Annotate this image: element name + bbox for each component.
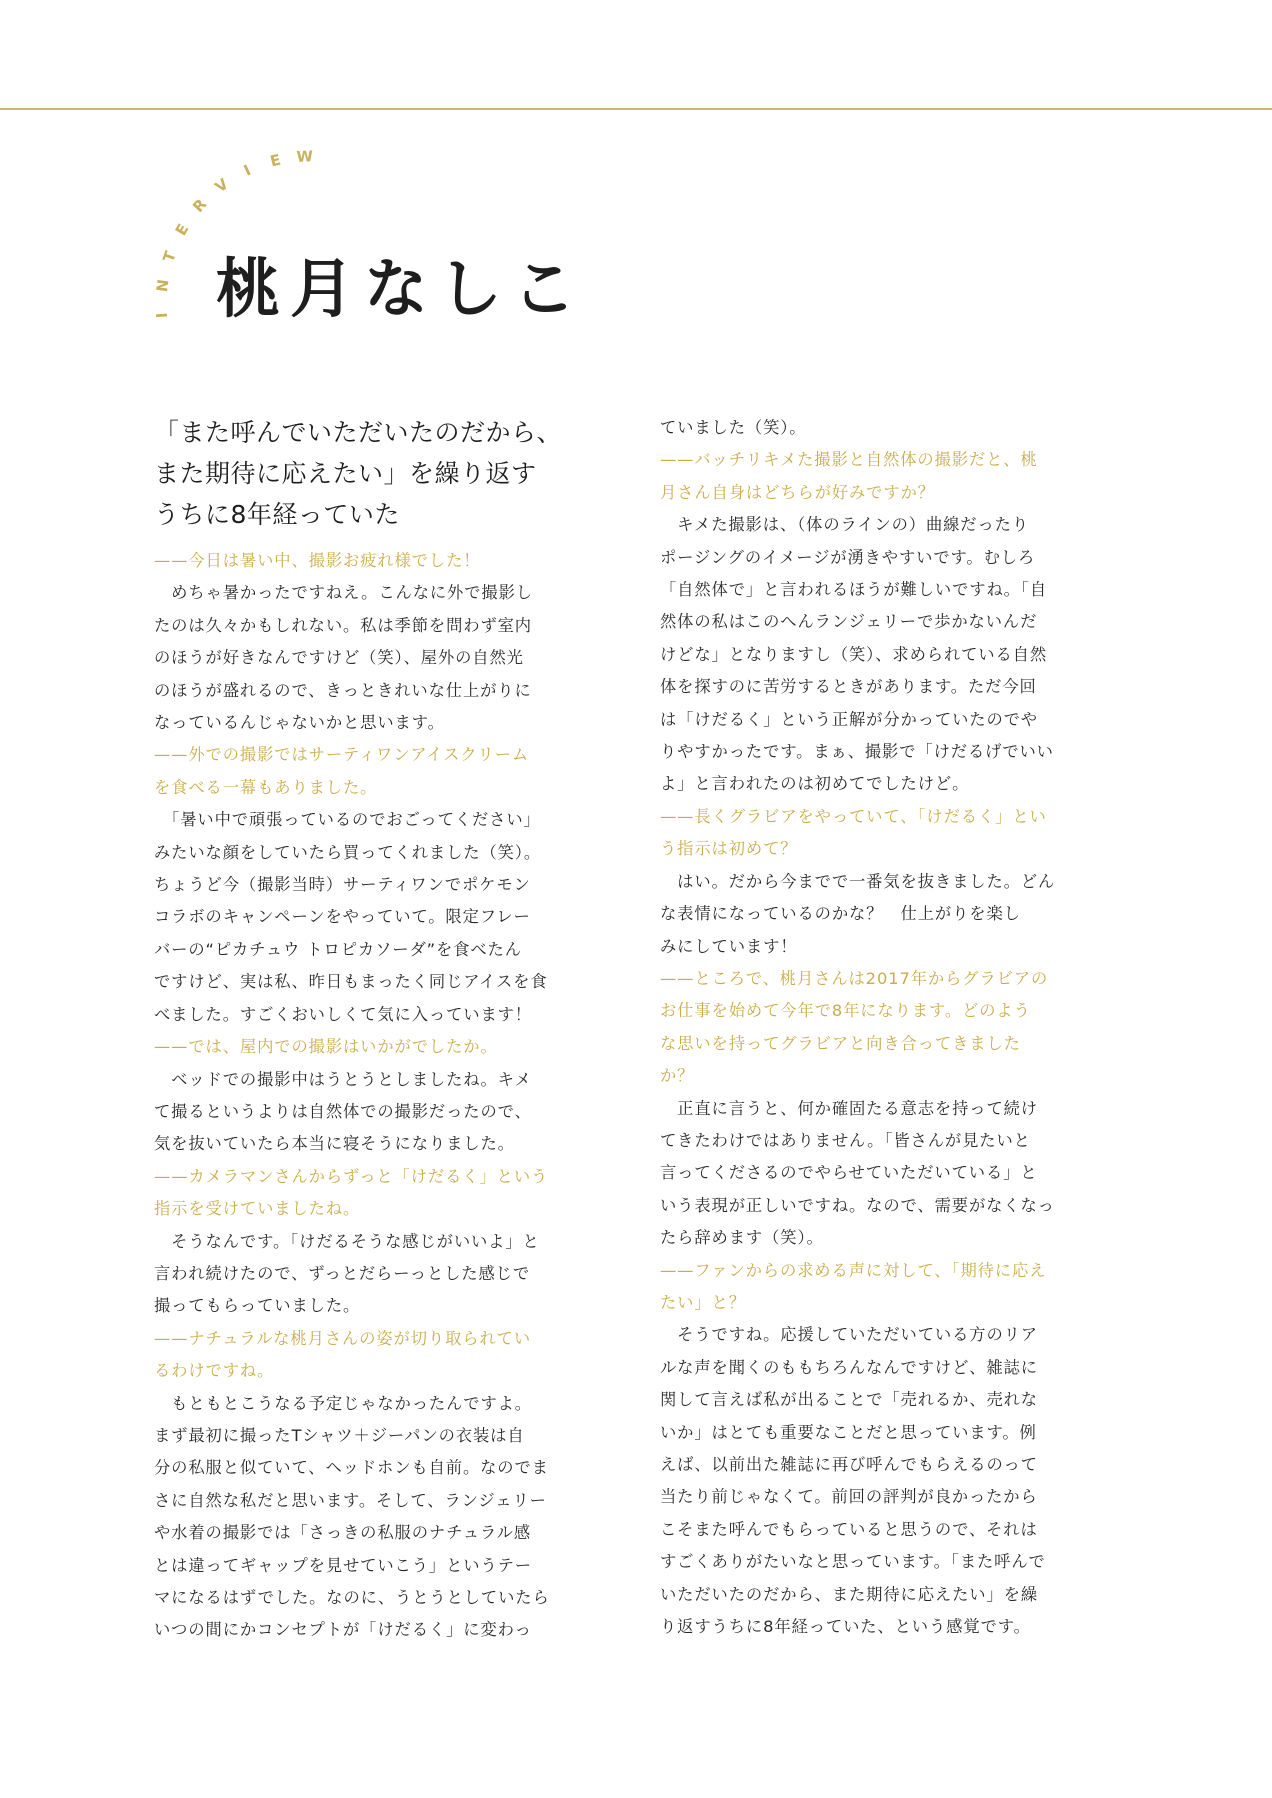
answer-line: ポージングのイメージが湧きやすいです。むしろ xyxy=(660,547,1036,567)
answer-line: たら辞めます（笑）。 xyxy=(660,1228,824,1248)
answer-line: いただいたのだから、また期待に応えたい」を繰 xyxy=(660,1584,1038,1604)
answer-line: コラボのキャンペーンをやっていて。限定フレー xyxy=(154,907,531,927)
answer-block xyxy=(154,577,574,739)
headline-line: 「また呼んでいただいたのだから、 xyxy=(154,418,563,447)
question-block xyxy=(154,1323,574,1388)
answer-block xyxy=(660,509,1080,801)
question-line: お仕事を始めて今年で8年になります。どのよう xyxy=(660,1001,1031,1021)
answer-line: 気を抜いていたら本当に寝そうになりました。 xyxy=(154,1134,515,1154)
answer-line: ていました（笑）。 xyxy=(660,418,807,437)
answer-line: こそまた呼んでもらっていると思うので、それは xyxy=(660,1519,1038,1539)
arc-letter: N xyxy=(153,278,173,294)
arc-letter: E xyxy=(268,150,283,171)
answer-block xyxy=(660,1093,1080,1255)
answer-line: のほうが盛れるので、きっときれいな仕上がりに xyxy=(154,680,532,700)
question-line: ——長くグラビアをやっていて、「けだるく」とい xyxy=(660,806,1047,826)
arc-letter: E xyxy=(171,220,193,239)
question-line: 月さん自身はどちらが好みですか？ xyxy=(660,482,935,502)
answer-line: て撮るというよりは自然体での撮影だったので、 xyxy=(154,1101,532,1121)
answer-block xyxy=(154,1064,574,1161)
answer-block xyxy=(660,866,1080,963)
answer-line: 「暑い中で頑張っているのでおごってください」 xyxy=(154,810,541,830)
answer-line: てきたわけではありません。「皆さんが見たいと xyxy=(660,1130,1031,1150)
question-line: 指示を受けていましたね。 xyxy=(154,1199,361,1219)
answer-line: り返すうちに8年経っていた、という感覚です。 xyxy=(660,1617,1031,1637)
question-block xyxy=(660,1255,1080,1320)
answer-line: いつの間にかコンセプトが「けだるく」に変わっ xyxy=(154,1620,532,1640)
answer-line: とは違ってギャップを見せていこう」というテー xyxy=(154,1555,532,1575)
question-line: るわけですね。 xyxy=(154,1361,275,1381)
headline xyxy=(154,412,574,535)
question-block xyxy=(660,963,1080,1093)
headline-line: また期待に応えたい」を繰り返す xyxy=(154,459,537,488)
answer-line: 分の私服と似ていて、ヘッドホンも自前。なのでま xyxy=(154,1458,549,1478)
answer-line: ちょうど今（撮影当時）サーティワンでポケモン xyxy=(154,875,531,895)
answer-line: けどな」となりますし（笑）、求められている自然 xyxy=(660,644,1048,664)
answer-line: そうですね。応援していただいている方のリア xyxy=(660,1325,1038,1345)
answer-line: 体を探すのに苦労するときがあります。ただ今回 xyxy=(660,677,1037,697)
answer-line: ですけど、実は私、昨日もまったく同じアイスを食 xyxy=(154,972,548,992)
answer-line: や水着の撮影では「さっきの私服のナチュラル感 xyxy=(154,1523,532,1543)
answer-line: 言われ続けたので、ずっとだらーっとした感じで xyxy=(154,1263,531,1283)
right-column-body xyxy=(660,412,1080,1643)
answer-line: のほうが好きなんですけど（笑）、屋外の自然光 xyxy=(154,648,524,668)
answer-line: みたいな顔をしていたら買ってくれました（笑）。 xyxy=(154,842,542,862)
answer-line: 関して言えば私が出ることで「売れるか、売れな xyxy=(660,1390,1038,1410)
answer-line: みにしています！ xyxy=(660,936,798,956)
arc-letter: V xyxy=(211,174,232,197)
question-line: な思いを持ってグラビアと向き合ってきました xyxy=(660,1033,1021,1053)
question-block xyxy=(154,1161,574,1226)
answer-line: めちゃ暑かったですねえ。こんなに外で撮影し xyxy=(154,583,533,603)
answer-line: 然体の私はこのへんランジェリーで歩かないんだ xyxy=(660,612,1038,632)
answer-line: 正直に言うと、何か確固たる意志を持って続け xyxy=(660,1098,1038,1118)
question-block xyxy=(154,545,574,577)
answer-line: いか」はとても重要なことだと思っています。例 xyxy=(660,1422,1037,1442)
answer-line: キメた撮影は、（体のラインの）曲線だったり xyxy=(660,515,1030,535)
question-line: ——ナチュラルな桃月さんの姿が切り取られてい xyxy=(154,1328,532,1348)
interviewee-name: 桃月なしこ xyxy=(216,252,586,327)
question-line: ——外での撮影ではサーティワンアイスクリーム xyxy=(154,745,530,765)
answer-line: そうなんです。「けだるそうな感じがいいよ」と xyxy=(154,1231,540,1251)
question-line: か？ xyxy=(660,1066,695,1086)
answer-line: な表情になっているのかな？ 仕上がりを楽し xyxy=(660,904,1021,924)
answer-line: さに自然な私だと思います。そして、ランジェリー xyxy=(154,1490,547,1510)
answer-block xyxy=(660,412,1080,444)
arc-letter: T xyxy=(159,248,180,265)
answer-line: マになるはずでした。なのに、うとうとしていたら xyxy=(154,1588,550,1607)
arc-letter: W xyxy=(296,147,314,166)
answer-line: いう表現が正しいですね。なので、需要がなくなっ xyxy=(660,1195,1055,1215)
question-block xyxy=(660,444,1080,509)
answer-block xyxy=(660,1319,1080,1643)
answer-line: 当たり前じゃなくて。前回の評判が良かったから xyxy=(660,1487,1038,1507)
answer-line: 言ってくださるのでやらせていただいている」と xyxy=(660,1163,1038,1183)
answer-line: りやすかったです。まぁ、撮影で「けだるげでいい xyxy=(660,742,1054,762)
question-line: ——ところで、桃月さんは2017年からグラビアの xyxy=(660,968,1049,988)
answer-block xyxy=(154,804,574,1031)
answer-line: はい。だから今までで一番気を抜きました。どん xyxy=(660,871,1056,891)
question-line: ——ファンからの求める声に対して、「期待に応え xyxy=(660,1260,1047,1280)
answer-line: えば、以前出た雑誌に再び呼んでもらえるのって xyxy=(660,1455,1038,1474)
answer-line: は「けだるく」という正解が分かっていたのでや xyxy=(660,709,1038,729)
headline-line: うちに8年経っていた xyxy=(154,500,400,529)
question-line: ——今日は暑い中、撮影お疲れ様でした！ xyxy=(154,551,481,570)
question-line: ——バッチリキメた撮影と自然体の撮影だと、桃 xyxy=(660,450,1038,470)
answer-line: たのは久々かもしれない。私は季節を問わず室内 xyxy=(154,615,532,635)
answer-block xyxy=(154,1388,574,1647)
answer-line: なっているんじゃないかと思います。 xyxy=(154,713,445,733)
answer-line: 撮ってもらっていました。 xyxy=(154,1296,361,1316)
right-column xyxy=(660,412,1080,1643)
arc-letter: R xyxy=(189,195,211,216)
answer-block xyxy=(154,1226,574,1323)
answer-line: すごくありがたいなと思っています。「また呼んで xyxy=(660,1552,1046,1572)
question-block xyxy=(154,1031,574,1063)
question-block xyxy=(660,801,1080,866)
question-line: を食べる一幕もありました。 xyxy=(154,777,378,797)
answer-line: ルな声を聞くのももちろんなんですけど、雑誌に xyxy=(660,1357,1038,1377)
arc-letter: I xyxy=(240,161,254,180)
answer-line: べました。すごくおいしくて気に入っています！ xyxy=(154,1004,532,1024)
answer-line: ベッドでの撮影中はうとうとしましたね。キメ xyxy=(154,1069,532,1089)
left-column xyxy=(154,412,574,1647)
question-block xyxy=(154,739,574,804)
question-line: たい」と？ xyxy=(660,1292,746,1312)
answer-line: もともとこうなる予定じゃなかったんですよ。 xyxy=(154,1393,532,1413)
answer-line: バーの“ピカチュウ トロピカソーダ”を食べたん xyxy=(154,939,522,959)
question-line: ——カメラマンさんからずっと「けだるく」という xyxy=(154,1166,549,1186)
left-column-body xyxy=(154,545,574,1647)
answer-line: まず最初に撮ったTシャツ＋ジーパンの衣装は自 xyxy=(154,1425,525,1445)
answer-line: 「自然体で」と言われるほうが難しいですね。「自 xyxy=(660,580,1048,600)
question-line: ——では、屋内での撮影はいかがでしたか。 xyxy=(154,1037,498,1057)
arc-letter: I xyxy=(152,311,172,319)
answer-line: よ」と言われたのは初めてでしたけど。 xyxy=(660,774,970,794)
question-line: う指示は初めて？ xyxy=(660,839,798,859)
